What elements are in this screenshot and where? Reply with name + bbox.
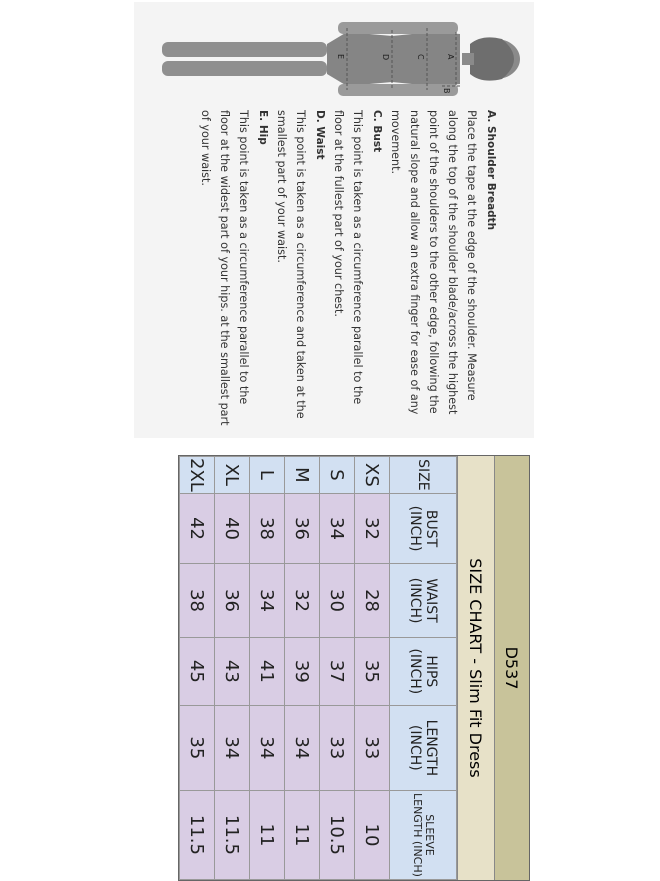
cell-sleeve: 11.5 — [180, 790, 215, 879]
cell-bust: 36 — [285, 493, 320, 563]
header-bust: BUST (INCH) — [390, 493, 457, 563]
cell-length: 34 — [285, 705, 320, 790]
text-shoulder-breadth: Place the tape at the edge of the shoulder. Measure along the top of the shoulder blade/across the highest point of the shoulders to the other edge, following the natural slope and allow an extra finger for ease of any movement. — [389, 110, 478, 415]
cell-bust: 38 — [250, 493, 285, 563]
marker-b: B — [442, 88, 451, 94]
heading-waist: D. Waist — [314, 110, 326, 160]
marker-a: A — [446, 54, 455, 60]
table-row — [320, 457, 355, 880]
cell-size: XS — [355, 457, 390, 494]
cell-length: 35 — [180, 705, 215, 790]
cell-sleeve: 11 — [250, 790, 285, 879]
cell-size: M — [285, 457, 320, 494]
header-size: SIZE — [390, 457, 457, 494]
cell-bust: 42 — [180, 493, 215, 563]
cell-size: 2XL — [180, 457, 215, 494]
heading-shoulder-breadth: A. Shoulder Breadth — [485, 110, 497, 231]
cell-length: 33 — [320, 705, 355, 790]
text-waist: This point is taken as a circumference and taken at the smallest part of your waist. — [275, 110, 307, 419]
cell-hips: 41 — [250, 637, 285, 705]
cell-waist: 30 — [320, 564, 355, 638]
cell-size: S — [320, 457, 355, 494]
cell-waist: 34 — [250, 564, 285, 638]
cell-waist: 36 — [215, 564, 250, 638]
product-code: D537 — [494, 456, 529, 880]
header-sleeve-length: SLEEVE LENGTH (INCH) — [390, 790, 457, 879]
cell-hips: 45 — [180, 637, 215, 705]
table-row — [285, 457, 320, 880]
cell-length: 34 — [250, 705, 285, 790]
table-row — [355, 457, 390, 880]
table-row — [250, 457, 285, 880]
cell-size: L — [250, 457, 285, 494]
header-waist: WAIST (INCH) — [390, 564, 457, 638]
header-length: LENGTH (INCH) — [390, 705, 457, 790]
text-bust: This point is taken as a circumference parallel to the floor at the fullest part of your chest. — [332, 110, 364, 405]
table-row — [180, 457, 215, 880]
cell-hips: 35 — [355, 637, 390, 705]
header-row — [390, 457, 457, 880]
cell-waist: 38 — [180, 564, 215, 638]
cell-sleeve: 11 — [285, 790, 320, 879]
heading-hip: E. Hip — [257, 110, 269, 145]
text-hip: This point is taken as a circumference parallel to the floor at the widest part of your hips. at the smallest part of your waist. — [199, 110, 250, 426]
cell-sleeve: 10.5 — [320, 790, 355, 879]
size-chart — [178, 455, 530, 881]
cell-size: XL — [215, 457, 250, 494]
body-figure-illustration — [152, 14, 522, 104]
cell-hips: 43 — [215, 637, 250, 705]
cell-hips: 37 — [320, 637, 355, 705]
marker-c: C — [416, 54, 425, 60]
cell-bust: 32 — [355, 493, 390, 563]
heading-bust: C. Bust — [371, 110, 383, 153]
measurement-guide — [120, 0, 660, 440]
measurement-instructions — [196, 110, 500, 430]
table-row — [215, 457, 250, 880]
cell-waist: 28 — [355, 564, 390, 638]
marker-e: E — [336, 54, 345, 60]
cell-length: 34 — [215, 705, 250, 790]
size-chart-title: SIZE CHART - Slim Fit Dress — [457, 456, 494, 880]
header-hips: HIPS (INCH) — [390, 637, 457, 705]
cell-bust: 34 — [320, 493, 355, 563]
cell-bust: 40 — [215, 493, 250, 563]
cell-length: 33 — [355, 705, 390, 790]
marker-d: D — [381, 54, 390, 61]
cell-waist: 32 — [285, 564, 320, 638]
cell-sleeve: 11.5 — [215, 790, 250, 879]
cell-sleeve: 10 — [355, 790, 390, 879]
size-table — [179, 456, 457, 880]
cell-hips: 39 — [285, 637, 320, 705]
